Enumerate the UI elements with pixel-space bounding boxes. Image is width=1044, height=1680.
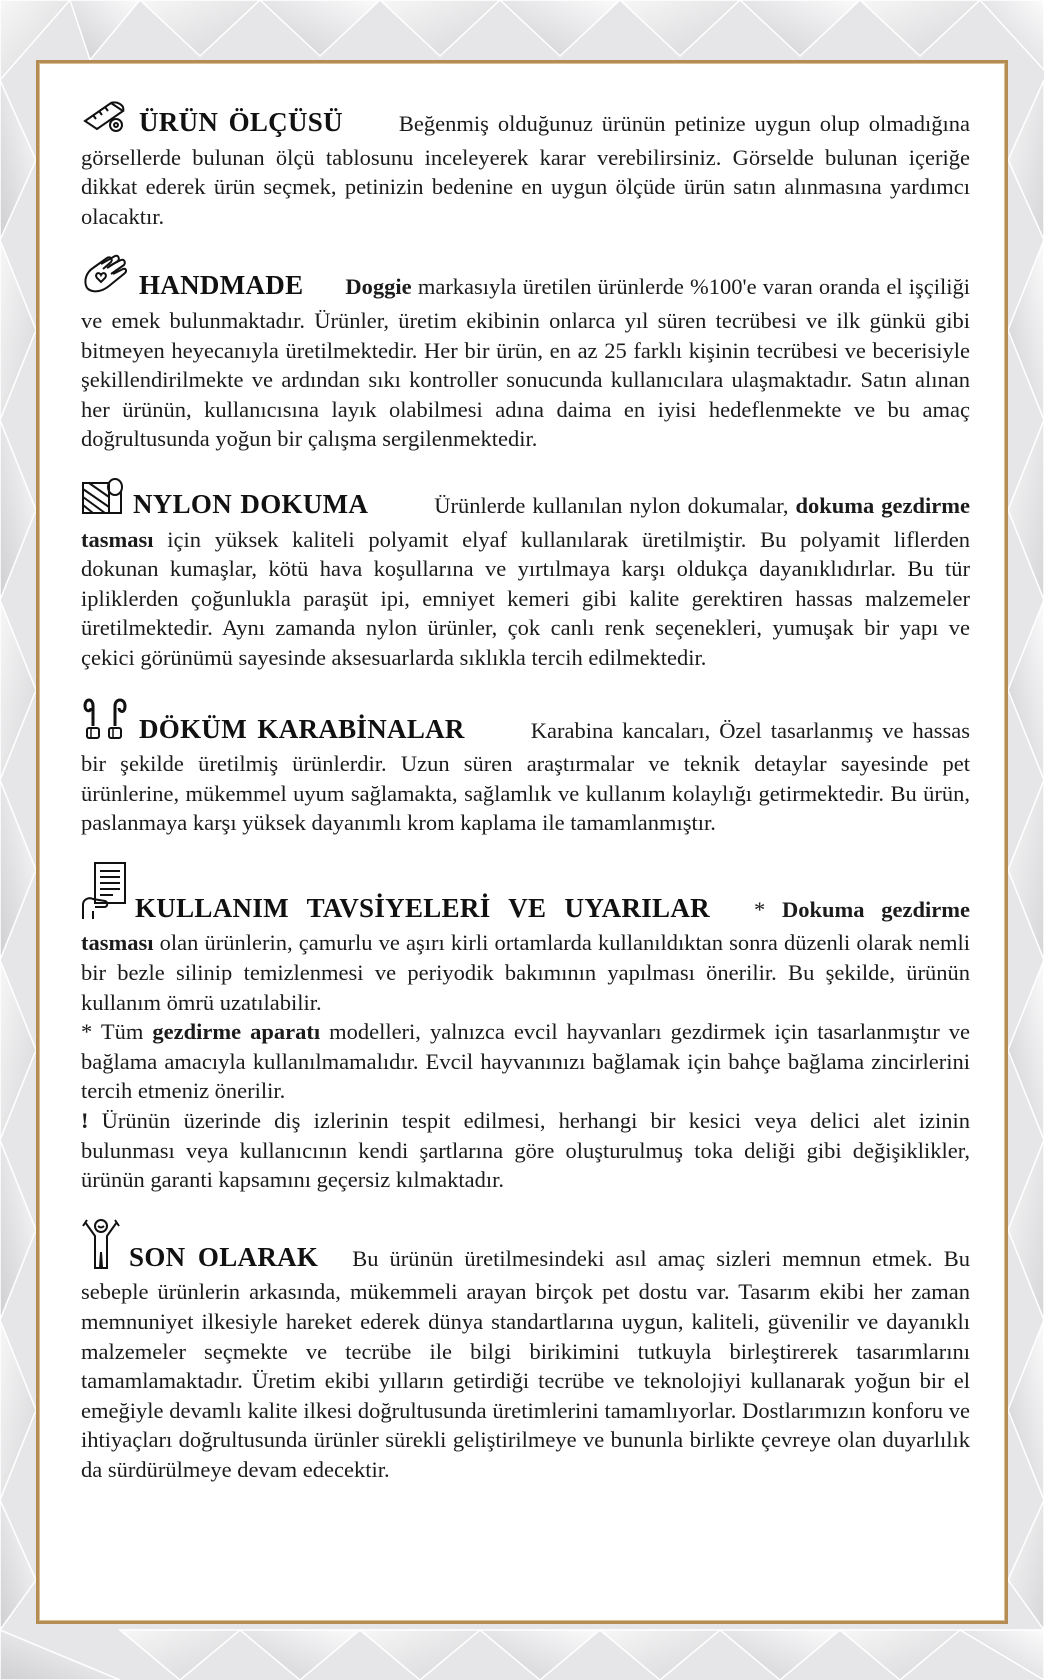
product-term: Dokuma gezdirme tasması xyxy=(81,896,970,956)
section-urun-olcusu xyxy=(81,99,970,231)
section-paragraph xyxy=(81,254,970,454)
brand-name: Doggie xyxy=(345,274,412,300)
section-title: ÜRÜN ÖLÇÜSÜ xyxy=(139,107,343,137)
content-column xyxy=(81,99,970,1485)
document-hand-icon xyxy=(81,861,127,929)
section-body: için yüksek kaliteli polyamit elyaf kullanılarak üretilmiştir. Bu polyamit liflerden dokunan kumaşlar, kötü hava koşullarına ve yırtılmaya karşı oldukça dayanıklıdırlar. Bu tür ipliklerden çoğunlukla paraşüt ipi, emniyet kemeri gibi kalite gerektiren hassas malzemeler üretilmektedir. Aynı zamanda nylon ürünler, çok canlı renk seçenekleri, yumuşak bir yapı ve çekici görünümü sayesinde aksesuarlarda sıklıkla tercih edilmektedir. xyxy=(81,526,970,670)
fabric-roll-icon xyxy=(81,477,125,525)
product-term: dokuma gezdirme tasması xyxy=(81,492,970,552)
happy-person-icon xyxy=(81,1218,121,1278)
section-body: Beğenmiş olduğunuz ürünün petinize uygun olup olmadığına görsellerde bulunan ölçü tablosunu inceleyerek karar verebilirsiniz. Görselde bulunan içeriğe dikkat ederek ürün seçmek, petinizin bedenine en uygun ölçüde ürün satın alınmasına yardımcı olacaktır. xyxy=(81,111,970,229)
warranty-body: Ürünün üzerinde diş izlerinin tespit edilmesi, herhangi bir kesici veya delici alet izinin bulunması veya kullanıcının kendi şartlarına göre oluşturulmuş toka deliği gibi değişiklikler, ürünün garanti kapsamını geçersiz kılmaktadır. xyxy=(81,1108,970,1193)
section-handmade xyxy=(81,254,970,454)
section-title: SON OLARAK xyxy=(129,1241,319,1272)
hand-heart-icon xyxy=(81,254,131,306)
section-title: DÖKÜM KARABİNALAR xyxy=(139,713,465,744)
warning-body: modelleri, yalnızca evcil hayvanları gezdirmek için tasarlanmıştır ve bağlama amacıyla kullanılmamalıdır. Evcil hayvanınızı bağlamak için bahçe bağlama zincirlerini tercih etmeniz önerilir. xyxy=(81,1019,971,1104)
info-card xyxy=(36,60,1008,1624)
section-body: Bu ürünün üretilmesindeki asıl amaç sizleri memnun etmek. Bu sebeple ürünlerin arkasında, mükemmeli arayan birçok pet dostu var. Tasarım ekibi her zaman memnuniyet ilkesiyle hareket ederek dünya standartlarına uygun, kaliteli, güvenilir ve dayanıklı malzemeler seçmekte ve tecrübe ile bilgi birikimini tutkuyla birleştirerek tasarımlarını tamamlamaktadır. Üretim ekibi yılların getirdiği tecrübe ve teknolojiyi kullanarak yoğun bir el emeğiyle devamlı kalite ilkesi doğrultusunda üretimlerini tamamlıyorlar. Dostlarımızın konforu ve ihtiyaçları doğrultusunda ürünler sürekli geliştirilmeye ve bununla birlikte çevreye olan duyarlılık da sürdürülmeye devam edecektir. xyxy=(81,1245,970,1482)
section-title: KULLANIM TAVSİYELERİ VE UYARILAR xyxy=(135,892,710,923)
product-term: gezdirme aparatı xyxy=(152,1019,321,1045)
carabiner-icon xyxy=(81,696,131,750)
measuring-tape-icon xyxy=(81,99,131,143)
section-nylon-dokuma xyxy=(81,477,970,673)
warning-pre: * Tüm xyxy=(81,1019,153,1045)
section-paragraph xyxy=(81,477,970,673)
section-body: Karabina kancaları, Özel tasarlanmış ve hassas bir şekilde üretilmiş ürünlerdir. Uzun süren araştırmalar ve teknik detaylar sayesinde pet ürünlerine, mükemmel uyum sağlamakta, sağlamlık ve kullanım kolaylığı getirmektedir. Bu ürün, paslanmaya karşı yüksek dayanımlı krom kaplama ile tamamlanmıştır. xyxy=(81,717,970,836)
warning-paragraph xyxy=(81,1017,970,1106)
section-paragraph xyxy=(81,1218,970,1485)
section-paragraph xyxy=(81,696,970,838)
section-body: markasıyla üretilen ürünlerde %100'e varan oranda el işçiliği ve emek bulunmaktadır. Ürünler, üretim ekibinin onlarca yıl süren tecrübesi ve ilk günkü gibi bitmeyen heyecanıyla üretilmektedir. Her bir ürün, en az 25 farklı kişinin tecrübesi ve becerisiyle şekillendirilmekte ve ardından sıkı kontroller sonucunda kullanıcılara ulaşmaktadır. Satın alınan her ürünün, kullanıcısına layık olabilmesi adına daima en iyisi hedeflenmekte ve bu amaç doğrultusunda yoğun bir çalışma sergilenmektedir. xyxy=(81,274,970,452)
exclamation-mark: ! xyxy=(81,1108,89,1134)
warranty-paragraph xyxy=(81,1106,970,1195)
section-dokum-karabinalar xyxy=(81,696,970,838)
section-body: olan ürünlerin, çamurlu ve aşırı kirli ortamlarda kullanıldıktan sonra düzenli olarak nemli bir bezle silinip temizlenmesi ve periyodik bakımının yapılması önerilir. Bu şekilde, ürünün kullanım ömrü uzatılabilir. xyxy=(81,930,970,1015)
section-body-pre: Ürünlerde kullanılan nylon dokumalar, xyxy=(434,492,796,518)
section-paragraph xyxy=(81,99,970,231)
section-title: HANDMADE xyxy=(139,270,304,301)
section-paragraph xyxy=(81,861,970,1017)
section-title: NYLON DOKUMA xyxy=(133,488,369,519)
section-son-olarak xyxy=(81,1218,970,1485)
section-kullanim-tavsiyeleri xyxy=(81,861,970,1195)
section-body-pre: * xyxy=(753,896,782,922)
